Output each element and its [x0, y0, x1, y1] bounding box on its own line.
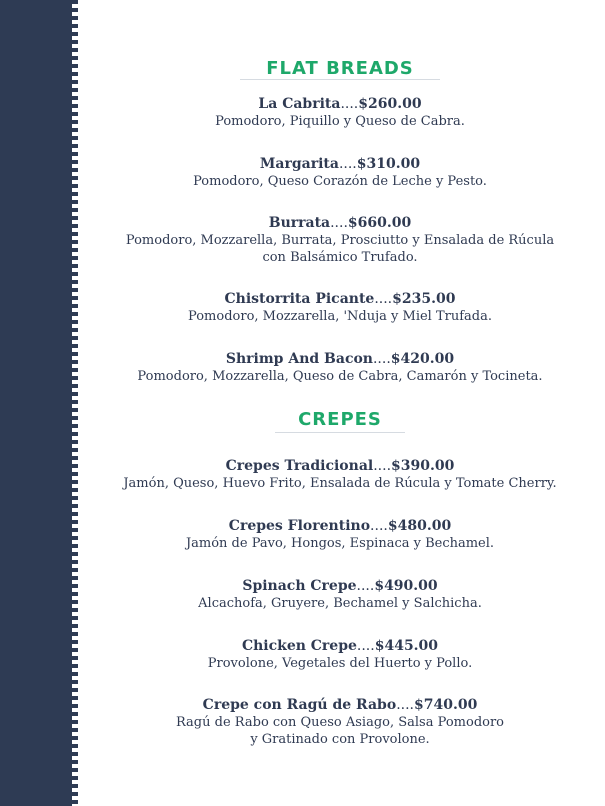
- item-separator: ....: [330, 215, 348, 231]
- item-separator: ....: [356, 638, 375, 654]
- item-name: Crepes Florentino: [228, 518, 371, 534]
- menu-item: [100, 214, 580, 266]
- item-description: Provolone, Vegetales del Huerto y Pollo.: [207, 656, 473, 671]
- menu-item: [100, 637, 580, 672]
- item-heading: [100, 290, 580, 308]
- item-description: Ragú de Rabo con Queso Asiago, Salsa Pomodoro: [175, 715, 505, 730]
- item-separator: ....: [356, 578, 375, 594]
- item-separator: ....: [372, 351, 391, 367]
- item-separator: ....: [370, 518, 388, 534]
- item-name: Crepe con Ragú de Rabo: [202, 697, 397, 713]
- item-description: Jamón de Pavo, Hongos, Espinaca y Bechamel.: [185, 536, 495, 551]
- item-name: Chistorrita Picante: [224, 291, 375, 307]
- item-description: con Balsámico Trufado.: [262, 250, 418, 265]
- item-description: Pomodoro, Mozzarella, 'Nduja y Miel Trufada.: [188, 309, 492, 324]
- menu-item: [100, 290, 580, 325]
- item-description: Pomodoro, Piquillo y Queso de Cabra.: [215, 114, 465, 129]
- item-price: $310.00: [356, 156, 421, 172]
- item-price: $390.00: [391, 458, 455, 474]
- item-heading: [100, 577, 580, 595]
- menu-item: [100, 696, 580, 748]
- menu-item: [100, 155, 580, 190]
- item-description: Pomodoro, Queso Corazón de Leche y Pesto.: [193, 174, 487, 189]
- item-name: La Cabrita: [258, 96, 341, 112]
- item-name: Margarita: [259, 156, 339, 172]
- menu-item: [100, 517, 580, 552]
- menu-item: [100, 95, 580, 130]
- item-name: Burrata: [268, 215, 331, 231]
- item-heading: [100, 350, 580, 368]
- section-title-flat-breads: FLAT BREADS: [266, 58, 414, 79]
- menu-item: [100, 577, 580, 612]
- menu-content: [100, 0, 580, 806]
- item-heading: [100, 637, 580, 655]
- item-heading: [100, 95, 580, 113]
- item-price: $740.00: [414, 697, 478, 713]
- item-heading: [100, 517, 580, 535]
- section-title-crepes: CREPES: [298, 409, 382, 430]
- item-heading: [100, 214, 580, 232]
- item-price: $260.00: [358, 96, 422, 112]
- section-title-underline: [240, 79, 440, 80]
- item-description: Alcachofa, Gruyere, Bechamel y Salchicha.: [198, 596, 482, 611]
- item-name: Spinach Crepe: [242, 578, 357, 594]
- perforated-edge: [72, 0, 78, 806]
- item-price: $480.00: [387, 518, 452, 534]
- menu-item: [100, 350, 580, 385]
- item-name: Shrimp And Bacon: [225, 351, 373, 367]
- item-heading: [100, 457, 580, 475]
- item-separator: ....: [396, 697, 414, 713]
- item-separator: ....: [373, 458, 392, 474]
- item-description: Pomodoro, Mozzarella, Burrata, Prosciutto y Ensalada de Rúcula: [125, 233, 555, 248]
- item-price: $490.00: [374, 578, 438, 594]
- item-separator: ....: [338, 156, 357, 172]
- item-price: $420.00: [390, 351, 455, 367]
- section-title-underline: [275, 432, 405, 433]
- item-price: $445.00: [374, 638, 439, 654]
- menu-item: [100, 457, 580, 492]
- item-description: Jamón, Queso, Huevo Frito, Ensalada de Rúcula y Tomate Cherry.: [123, 476, 557, 491]
- sidebar-band: [0, 0, 72, 806]
- item-name: Chicken Crepe: [241, 638, 357, 654]
- item-separator: ....: [374, 291, 393, 307]
- item-price: $235.00: [392, 291, 456, 307]
- item-description: y Gratinado con Provolone.: [250, 732, 430, 747]
- item-description: Pomodoro, Mozzarella, Queso de Cabra, Camarón y Tocineta.: [137, 369, 543, 384]
- item-separator: ....: [340, 96, 359, 112]
- item-heading: [100, 696, 580, 714]
- item-price: $660.00: [347, 215, 412, 231]
- item-name: Crepes Tradicional: [225, 458, 374, 474]
- item-heading: [100, 155, 580, 173]
